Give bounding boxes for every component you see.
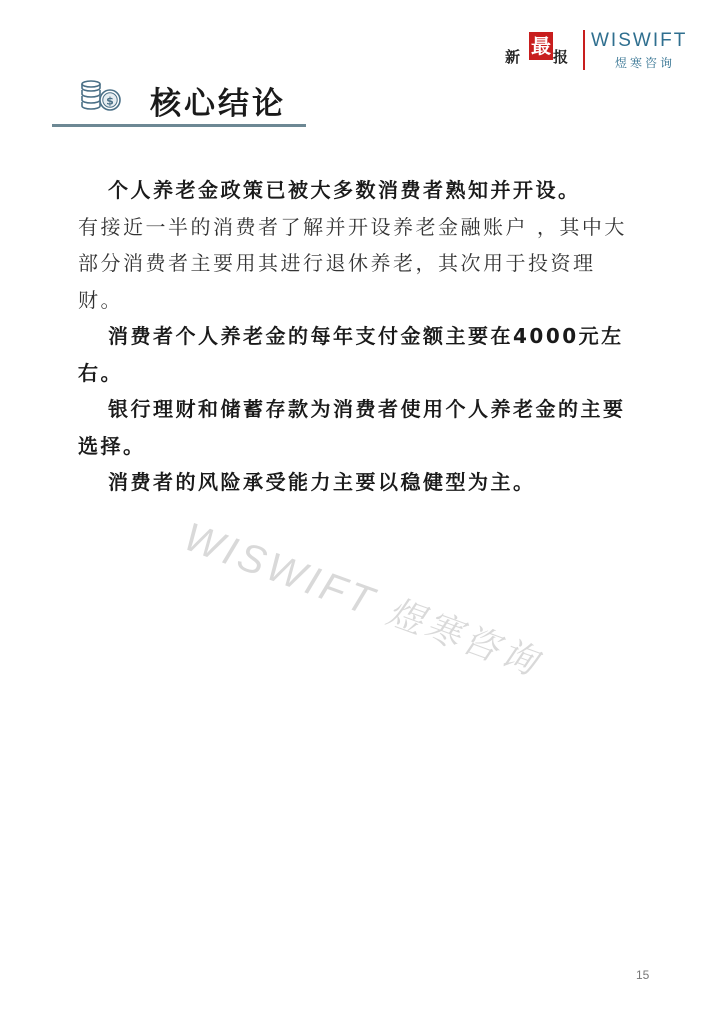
page-number: 15 xyxy=(636,968,650,982)
brand-name-cn: 煜寒咨询 xyxy=(615,56,676,70)
coins-dollar-icon xyxy=(80,78,122,114)
watermark-cn: 煜寒咨询 xyxy=(381,591,546,685)
brand-name-en: WISWIFT xyxy=(591,30,688,51)
conclusion-paragraph: 消费者的风险承受能力主要以稳健型为主。 xyxy=(108,470,536,494)
logo-divider xyxy=(583,30,585,70)
watermark xyxy=(178,510,549,687)
conclusions-body xyxy=(78,172,638,501)
page-title: 核心结论 xyxy=(150,86,286,122)
logo-text-bao: 报 xyxy=(553,48,569,66)
svg-text:$: $ xyxy=(106,94,114,108)
conclusion-paragraph: 有接近一半的消费者了解并开设养老金融账户 ，其中大部分消费者主要用其进行退休养老，其次用于投资理财。 xyxy=(78,214,627,312)
watermark-en: WISWIFT xyxy=(178,514,383,625)
conclusion-paragraph: 银行理财和储蓄存款为消费者使用个人养老金的主要选择。 xyxy=(78,397,626,458)
logo-text-zui: 最 xyxy=(531,34,551,58)
conclusion-paragraph: 个人养老金政策已被大多数消费者熟知并开设。 xyxy=(108,178,581,202)
xinzuibao-logo xyxy=(505,32,575,68)
header-logo xyxy=(505,28,695,72)
section-header xyxy=(52,70,306,130)
title-underline xyxy=(52,124,306,127)
conclusion-paragraph: 消费者个人养老金的每年支付金额主要在4000元左右。 xyxy=(78,324,624,385)
logo-text-xin: 新 xyxy=(505,48,520,66)
